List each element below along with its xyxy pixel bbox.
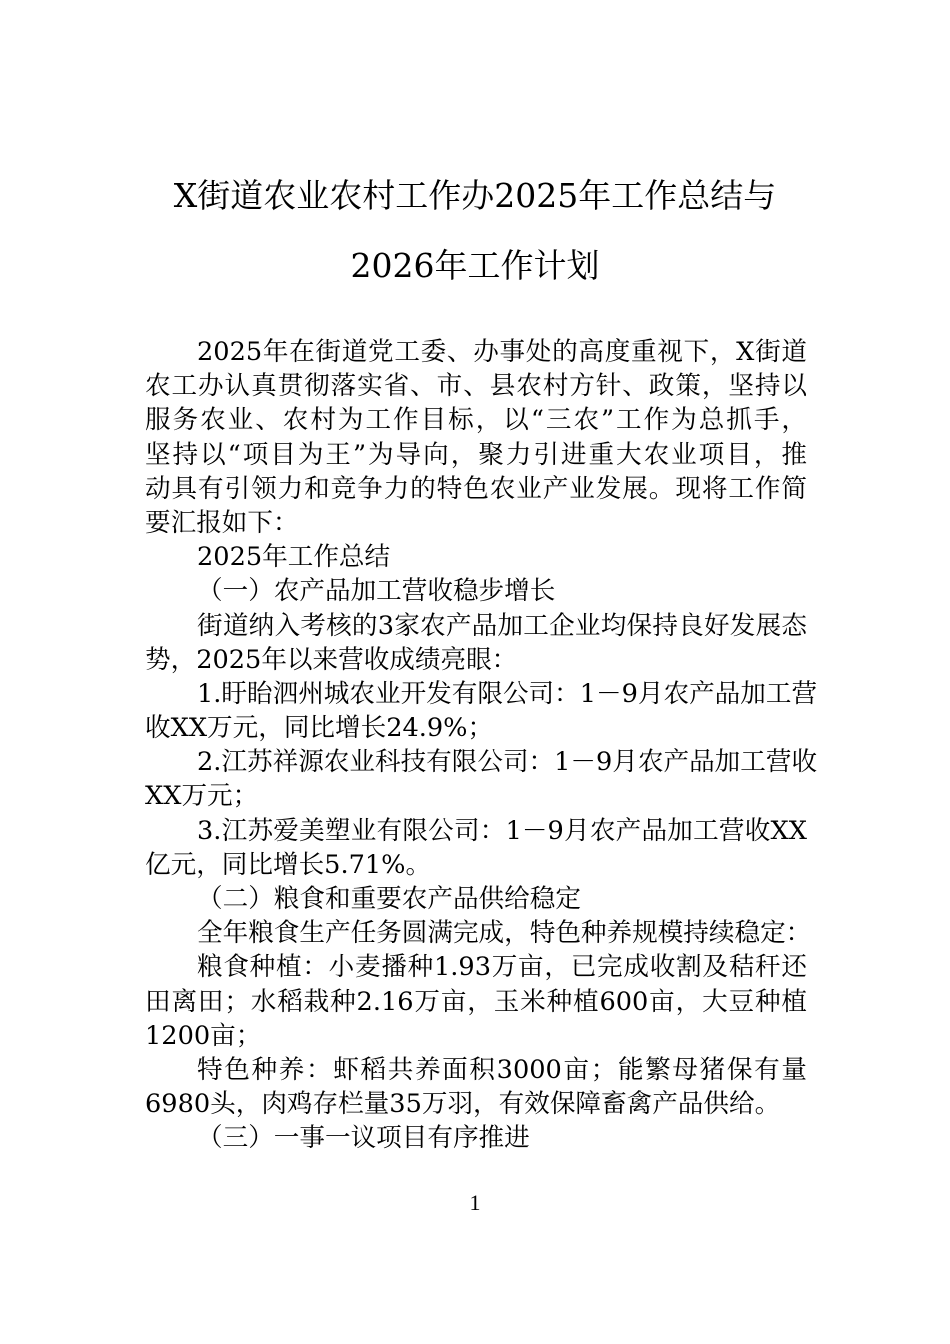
text-line: 动具有引领力和竞争力的特色农业产业发展。现将工作简 [145,473,807,504]
page-number: 1 [469,1190,481,1215]
text-line: 要汇报如下： [145,507,299,538]
text-line: 2025年在街道党工委、办事处的高度重视下，X街道 [197,337,807,367]
text-line: 2.江苏祥源农业科技有限公司：1－9月农产品加工营收 [197,747,818,778]
text-line: 服务农业、农村为工作目标，以“三农”工作为总抓手， [145,405,807,436]
text-line: （一）农产品加工营收稳步增长 [197,576,556,607]
document-body [145,335,818,1156]
text-line: 田离田；水稻栽种2.16万亩，玉米种植600亩，大豆种植 [145,986,807,1017]
text-line: 亿元，同比增长5.71%。 [145,849,432,880]
text-line: 农工办认真贯彻落实省、市、县农村方针、政策，坚持以 [145,371,807,402]
text-line: 粮食种植：小麦播种1.93万亩，已完成收割及秸秆还 [197,952,807,983]
text-line: 6980头，肉鸡存栏量35万羽，有效保障畜禽产品供给。 [145,1089,781,1120]
text-line: 2025年工作总结 [197,542,391,573]
text-line: （二）粮食和重要农产品供给稳定 [197,884,581,914]
document-title-line-2: 2026年工作计划 [350,246,600,285]
text-line: （三）一事一议项目有序推进 [197,1123,530,1154]
text-line: XX万元； [145,781,259,812]
text-line: 势，2025年以来营收成绩亮眼： [145,644,518,675]
text-line: 特色种养：虾稻共养面积3000亩；能繁母猪保有量 [197,1054,807,1085]
document-title-line-1: X街道农业农村工作办2025年工作总结与 [173,176,777,215]
text-line: 街道纳入考核的3家农产品加工企业均保持良好发展态 [197,610,807,641]
text-line: 1.盱眙泗州城农业开发有限公司：1－9月农产品加工营 [197,678,818,709]
text-line: 坚持以“项目为王”为导向，聚力引进重大农业项目，推 [145,439,807,470]
text-line: 1200亩； [145,1020,262,1051]
text-line: 3.江苏爱美塑业有限公司：1－9月农产品加工营收XX [197,815,807,846]
text-line: 全年粮食生产任务圆满完成，特色种养规模持续稳定： [197,918,812,949]
text-line: 收XX万元，同比增长24.9%； [145,713,494,744]
